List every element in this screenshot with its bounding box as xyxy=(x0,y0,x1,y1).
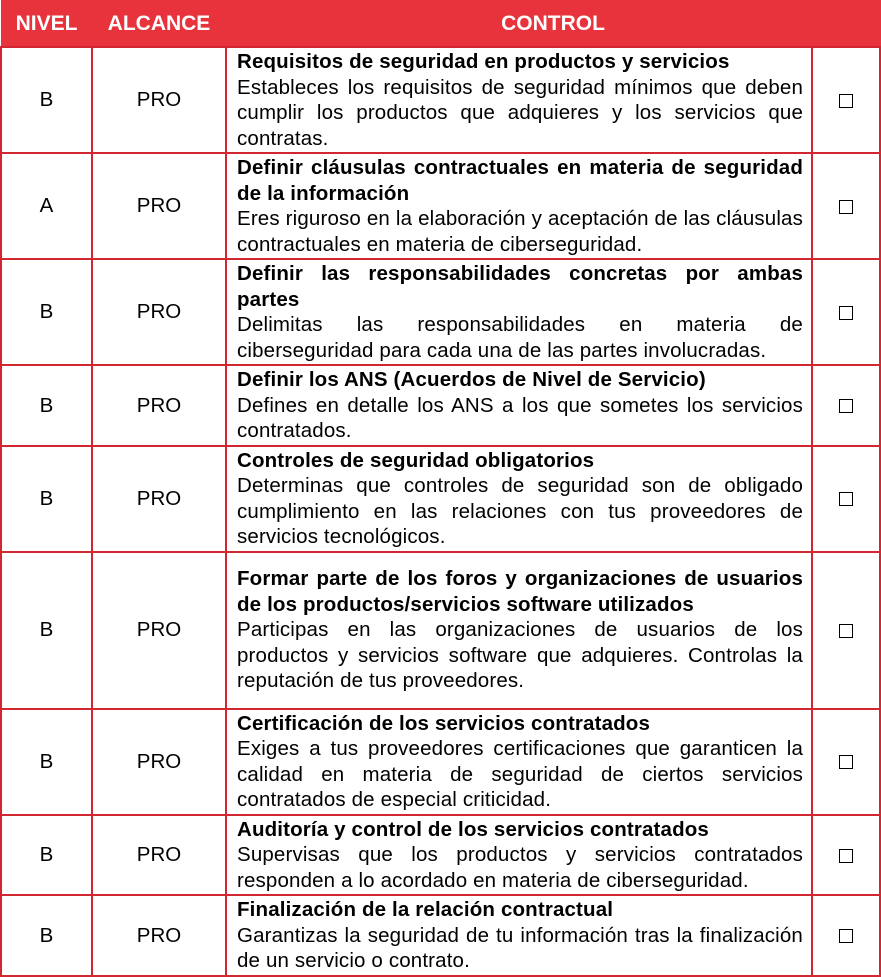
header-nivel: NIVEL xyxy=(1,1,92,48)
control-description: Supervisas que los productos y servicios contratados responden a lo acordado en materia de ciberseguridad. xyxy=(237,843,803,892)
control-title: Requisitos de seguridad en productos y servicios xyxy=(237,50,730,73)
control-description: Defines en detalle los ANS a los que sometes los servicios contratados. xyxy=(237,393,803,442)
alcance-cell: PRO xyxy=(92,552,226,709)
nivel-cell: B xyxy=(1,552,92,709)
checkbox[interactable] xyxy=(839,755,853,769)
control-cell xyxy=(226,815,812,896)
control-description: Eres riguroso en la elaboración y aceptación de las cláusulas contractuales en materia de ciberseguridad. xyxy=(237,207,803,256)
alcance-cell: PRO xyxy=(92,709,226,815)
nivel-cell: B xyxy=(1,895,92,976)
control-title: Definir las responsabilidades concretas por ambas partes xyxy=(237,262,803,311)
checkbox[interactable] xyxy=(839,306,853,320)
control-title: Definir los ANS (Acuerdos de Nivel de Servicio) xyxy=(237,368,706,391)
alcance-cell: PRO xyxy=(92,153,226,259)
control-cell xyxy=(226,153,812,259)
nivel-cell: B xyxy=(1,47,92,153)
alcance-cell: PRO xyxy=(92,47,226,153)
check-cell xyxy=(812,895,880,976)
control-cell xyxy=(226,895,812,976)
control-description: Garantizas la seguridad de tu información tras la finalización de un servicio o contrato. xyxy=(237,923,803,972)
control-title: Certificación de los servicios contratados xyxy=(237,711,651,735)
checkbox[interactable] xyxy=(839,849,853,863)
header-row xyxy=(1,1,880,48)
alcance-cell: PRO xyxy=(92,365,226,446)
header-alcance: ALCANCE xyxy=(92,1,226,48)
control-title: Definir cláusulas contractuales en materia de seguridad de la información xyxy=(237,156,803,205)
alcance-cell: PRO xyxy=(92,815,226,896)
check-cell xyxy=(812,815,880,896)
table-row xyxy=(1,259,880,365)
control-cell xyxy=(226,446,812,552)
control-cell xyxy=(226,47,812,153)
check-cell xyxy=(812,153,880,259)
table-row xyxy=(1,47,880,153)
checkbox[interactable] xyxy=(839,492,853,506)
nivel-cell: B xyxy=(1,365,92,446)
table-row xyxy=(1,153,880,259)
nivel-cell: B xyxy=(1,446,92,552)
header-control: CONTROL xyxy=(226,1,880,48)
checkbox[interactable] xyxy=(839,624,853,638)
check-cell xyxy=(812,47,880,153)
alcance-cell: PRO xyxy=(92,259,226,365)
control-description: Estableces los requisitos de seguridad mínimos que deben cumplir los productos que adquieres y los servicios que contratas. xyxy=(237,75,803,150)
nivel-cell: B xyxy=(1,815,92,896)
control-cell xyxy=(226,709,812,815)
nivel-cell: A xyxy=(1,153,92,259)
control-description: Delimitas las responsabilidades en materia de ciberseguridad para cada una de las partes involucradas. xyxy=(237,313,803,362)
checkbox[interactable] xyxy=(839,929,853,943)
checkbox[interactable] xyxy=(839,399,853,413)
checkbox[interactable] xyxy=(839,94,853,108)
control-cell xyxy=(226,365,812,446)
control-title: Auditoría y control de los servicios contratados xyxy=(237,817,709,841)
check-cell xyxy=(812,259,880,365)
alcance-cell: PRO xyxy=(92,895,226,976)
check-cell xyxy=(812,446,880,552)
table-row xyxy=(1,446,880,552)
control-description: Determinas que controles de seguridad son de obligado cumplimiento en las relaciones con tus proveedores de servicios tecnológicos. xyxy=(237,474,803,548)
table-row xyxy=(1,895,880,976)
control-title: Finalización de la relación contractual xyxy=(237,898,614,921)
alcance-cell: PRO xyxy=(92,446,226,552)
control-cell xyxy=(226,552,812,709)
nivel-cell: B xyxy=(1,259,92,365)
check-cell xyxy=(812,552,880,709)
table-row xyxy=(1,552,880,709)
check-cell xyxy=(812,709,880,815)
check-cell xyxy=(812,365,880,446)
table-row xyxy=(1,709,880,815)
control-title: Formar parte de los foros y organizaciones de usuarios de los productos/servicios software utilizados xyxy=(237,567,803,616)
checkbox[interactable] xyxy=(839,200,853,214)
control-title: Controles de seguridad obligatorios xyxy=(237,448,595,472)
nivel-cell: B xyxy=(1,709,92,815)
table-row xyxy=(1,815,880,896)
control-description: Exiges a tus proveedores certificaciones que garanticen la calidad en materia de seguridad de ciertos servicios contratados de especial criticidad. xyxy=(237,737,803,811)
control-cell xyxy=(226,259,812,365)
table-row xyxy=(1,365,880,446)
control-description: Participas en las organizaciones de usuarios de los productos y servicios software que adquieres. Controlas la reputación de tus proveedores. xyxy=(237,618,803,693)
